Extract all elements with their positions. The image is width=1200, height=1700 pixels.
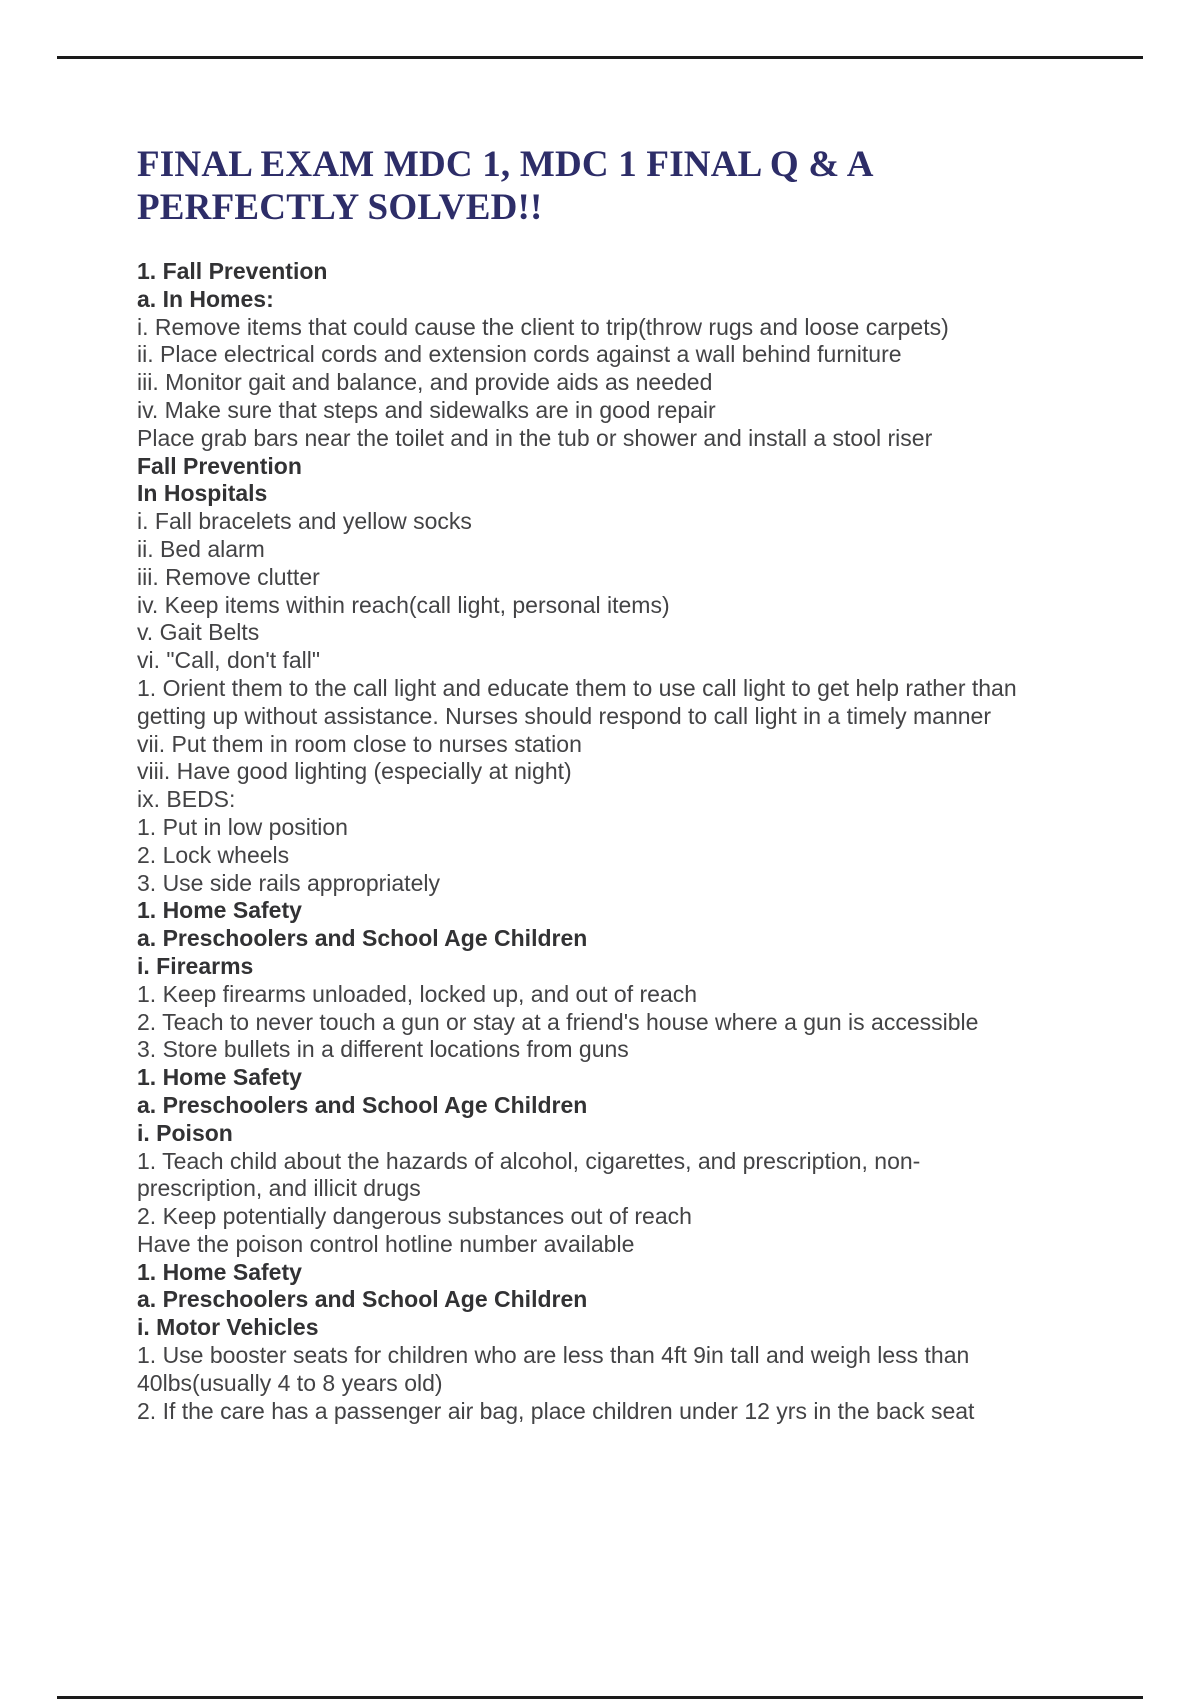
text-line: a. Preschoolers and School Age Children [137, 1091, 588, 1118]
text-line: ii. Bed alarm [137, 535, 265, 562]
text-line: i. Poison [137, 1119, 233, 1146]
document-body [137, 258, 1127, 1425]
text-line: v. Gait Belts [137, 619, 260, 646]
text-line: iv. Make sure that steps and sidewalks are in good repair [137, 396, 716, 423]
text-line: 1. Home Safety [137, 1258, 302, 1285]
text-line: iii. Remove clutter [137, 563, 320, 590]
text-line: prescription, and illicit drugs [137, 1175, 421, 1202]
text-line: getting up without assistance. Nurses should respond to call light in a timely manner [137, 702, 992, 729]
text-line: vi. "Call, don't fall" [137, 647, 321, 674]
text-line: a. Preschoolers and School Age Children [137, 925, 588, 952]
text-line: 1. Fall Prevention [137, 258, 328, 284]
text-line: viii. Have good lighting (especially at night) [137, 758, 572, 785]
text-line: 1. Home Safety [137, 897, 302, 924]
text-line: 2. If the care has a passenger air bag, place children under 12 yrs in the back seat [137, 1397, 975, 1424]
text-line: 3. Store bullets in a different locations from guns [137, 1036, 629, 1063]
page-bottom-rule [57, 1696, 1143, 1699]
document-title [137, 143, 1097, 229]
text-line: vii. Put them in room close to nurses station [137, 730, 582, 757]
text-line: i. Remove items that could cause the client to trip(throw rugs and loose carpets) [137, 313, 949, 340]
text-line: i. Fall bracelets and yellow socks [137, 508, 472, 535]
text-line: 1. Home Safety [137, 1064, 302, 1091]
text-line: 40lbs(usually 4 to 8 years old) [137, 1369, 443, 1396]
text-line: i. Motor Vehicles [137, 1314, 319, 1341]
text-line: 1. Orient them to the call light and educate them to use call light to get help rather than [137, 674, 1017, 701]
text-line: 1. Keep firearms unloaded, locked up, and out of reach [137, 980, 698, 1007]
text-line: Place grab bars near the toilet and in the tub or shower and install a stool riser [137, 424, 933, 451]
text-line: a. Preschoolers and School Age Children [137, 1286, 588, 1313]
text-line: iv. Keep items within reach(call light, personal items) [137, 591, 670, 618]
document-title-line-1: FINAL EXAM MDC 1, MDC 1 FINAL Q & A [137, 144, 874, 185]
text-line: 2. Lock wheels [137, 841, 290, 868]
text-line: 1. Teach child about the hazards of alcohol, cigarettes, and prescription, non- [137, 1147, 921, 1174]
text-line: 3. Use side rails appropriately [137, 869, 440, 896]
text-line: 2. Teach to never touch a gun or stay at a friend's house where a gun is accessible [137, 1008, 979, 1035]
body-lines [137, 258, 1127, 1425]
page-top-rule [57, 56, 1143, 59]
text-line: Have the poison control hotline number available [137, 1230, 635, 1257]
document-title-line-2: PERFECTLY SOLVED!! [137, 187, 543, 228]
text-line: 2. Keep potentially dangerous substances out of reach [137, 1203, 692, 1230]
text-line: ix. BEDS: [137, 786, 236, 813]
text-line: a. In Homes: [137, 285, 274, 312]
text-line: 1. Put in low position [137, 813, 348, 840]
text-line: ii. Place electrical cords and extension cords against a wall behind furniture [137, 341, 902, 368]
text-line: i. Firearms [137, 952, 254, 979]
text-line: iii. Monitor gait and balance, and provide aids as needed [137, 369, 713, 396]
text-line: Fall Prevention [137, 452, 302, 479]
text-line: 1. Use booster seats for children who are less than 4ft 9in tall and weigh less than [137, 1342, 970, 1369]
text-line: In Hospitals [137, 480, 268, 507]
